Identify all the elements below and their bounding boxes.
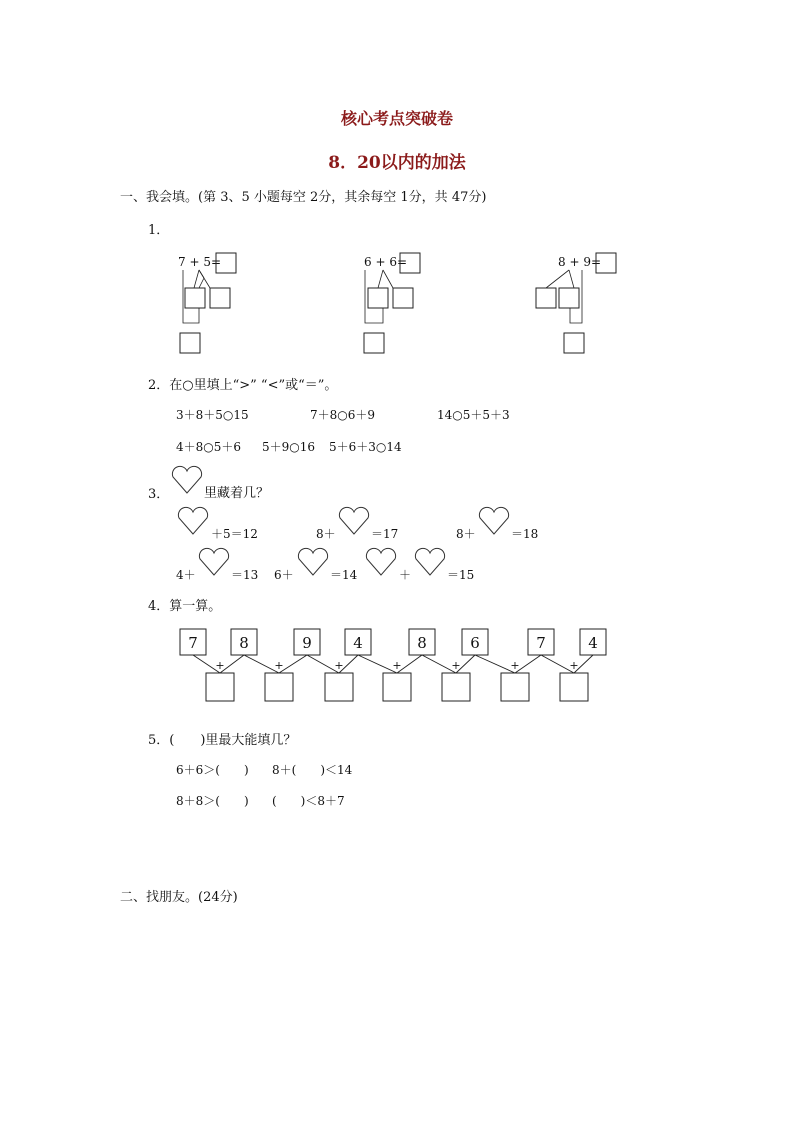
heart-icon[interactable] bbox=[337, 506, 371, 536]
page-title: 核心考点突破卷 bbox=[340, 109, 453, 128]
plus-sign: + bbox=[334, 659, 344, 672]
split-box-left[interactable] bbox=[368, 288, 388, 308]
q3-equation-head: 4＋ bbox=[176, 568, 196, 582]
result-box[interactable] bbox=[564, 333, 584, 353]
number-label: 8 bbox=[417, 634, 427, 652]
question-5-label: 5．( )里最大能填几？ bbox=[148, 733, 297, 748]
q1-expression-3: 8 + 9= bbox=[558, 255, 602, 269]
split-box-left[interactable] bbox=[185, 288, 205, 308]
split-box-right[interactable] bbox=[210, 288, 230, 308]
question-4-label: 4．算一算。 bbox=[148, 599, 222, 614]
plus-sign: + bbox=[215, 659, 225, 672]
q1-expression-2: 6 + 6= bbox=[364, 255, 408, 269]
number-label: 4 bbox=[353, 634, 363, 652]
q2-item[interactable]: 3＋8＋5○15 bbox=[176, 408, 249, 422]
number-label: 6 bbox=[470, 634, 480, 652]
page-subtitle: 8．20以内的加法 bbox=[328, 153, 466, 173]
q2-item[interactable]: 7＋8○6＋9 bbox=[310, 408, 376, 422]
heart-icon[interactable] bbox=[176, 506, 210, 536]
question-1-label: 1． bbox=[148, 223, 170, 238]
sum-answer-box[interactable] bbox=[560, 673, 588, 701]
number-label: 7 bbox=[536, 634, 546, 652]
q3-equation-tail: ＝17 bbox=[371, 527, 399, 541]
connector-line bbox=[358, 655, 397, 673]
split-lines bbox=[546, 270, 574, 288]
decompose-diagram-3 bbox=[530, 250, 620, 360]
question-2-label: 2．在○里填上“>” “<”或“＝”。 bbox=[148, 378, 338, 393]
q3-plus-sign: ＋ bbox=[399, 568, 412, 582]
plus-sign: + bbox=[274, 659, 284, 672]
answer-box[interactable] bbox=[216, 253, 236, 273]
q5-item[interactable]: 8＋8＞( ) bbox=[176, 794, 249, 808]
q3-equation-head: 6＋ bbox=[274, 568, 294, 582]
q3-equation-head: 8＋ bbox=[316, 527, 336, 541]
bracket-line bbox=[570, 270, 582, 323]
sum-answer-box[interactable] bbox=[325, 673, 353, 701]
connector-line bbox=[475, 655, 515, 673]
sum-answer-box[interactable] bbox=[383, 673, 411, 701]
plus-sign: + bbox=[569, 659, 579, 672]
heart-icon[interactable] bbox=[197, 547, 231, 577]
q3-equation-head: 8＋ bbox=[456, 527, 476, 541]
number-label: 7 bbox=[188, 634, 198, 652]
number-label: 9 bbox=[302, 634, 312, 652]
q1-expression-1: 7 + 5= bbox=[178, 255, 222, 269]
heart-icon[interactable] bbox=[477, 506, 511, 536]
q2-item[interactable]: 14○5＋5＋3 bbox=[437, 408, 510, 422]
decompose-diagram-1 bbox=[170, 250, 250, 360]
plus-sign: + bbox=[510, 659, 520, 672]
sum-answer-box[interactable] bbox=[265, 673, 293, 701]
result-box[interactable] bbox=[364, 333, 384, 353]
split-lines bbox=[194, 270, 204, 288]
section-1-heading: 一、我会填。(第 3、5 小题每空 2分，其余每空 1分，共 47分) bbox=[120, 190, 487, 205]
q5-item[interactable]: 6＋6＞( ) bbox=[176, 763, 249, 777]
answer-box[interactable] bbox=[596, 253, 616, 273]
q2-item[interactable]: 4＋8○5＋6 bbox=[176, 440, 242, 454]
number-label: 4 bbox=[588, 634, 598, 652]
q3-equation-tail: ＝13 bbox=[231, 568, 259, 582]
question-3-text: 里藏着几？ bbox=[204, 486, 270, 501]
q3-equation-tail: ＝18 bbox=[511, 527, 539, 541]
sum-answer-box[interactable] bbox=[442, 673, 470, 701]
q3-equation-tail: ＝14 bbox=[330, 568, 358, 582]
q5-item[interactable]: ( )＜8＋7 bbox=[272, 794, 345, 808]
heart-icon[interactable] bbox=[296, 547, 330, 577]
plus-sign: + bbox=[392, 659, 402, 672]
addition-diagram bbox=[170, 625, 620, 710]
sum-answer-box[interactable] bbox=[206, 673, 234, 701]
split-lines bbox=[378, 270, 393, 288]
question-3-label: 3． bbox=[148, 487, 170, 502]
split-box-right[interactable] bbox=[559, 288, 579, 308]
q2-item[interactable]: 5＋9○16 bbox=[262, 440, 316, 454]
split-box-right[interactable] bbox=[393, 288, 413, 308]
heart-icon bbox=[170, 465, 204, 495]
sum-answer-box[interactable] bbox=[501, 673, 529, 701]
result-box[interactable] bbox=[180, 333, 200, 353]
q2-item[interactable]: 5＋6＋3○14 bbox=[329, 440, 402, 454]
decompose-diagram-2 bbox=[356, 250, 436, 360]
section-2-heading: 二、找朋友。(24分) bbox=[120, 890, 238, 905]
plus-sign: + bbox=[451, 659, 461, 672]
heart-icon[interactable] bbox=[364, 547, 398, 577]
split-box-left[interactable] bbox=[536, 288, 556, 308]
q5-item[interactable]: 8＋( )＜14 bbox=[272, 763, 353, 777]
number-label: 8 bbox=[239, 634, 249, 652]
q3-equation-tail: ＝15 bbox=[447, 568, 475, 582]
q3-equation-tail: ＋5＝12 bbox=[211, 527, 258, 541]
answer-box[interactable] bbox=[400, 253, 420, 273]
heart-icon[interactable] bbox=[413, 547, 447, 577]
